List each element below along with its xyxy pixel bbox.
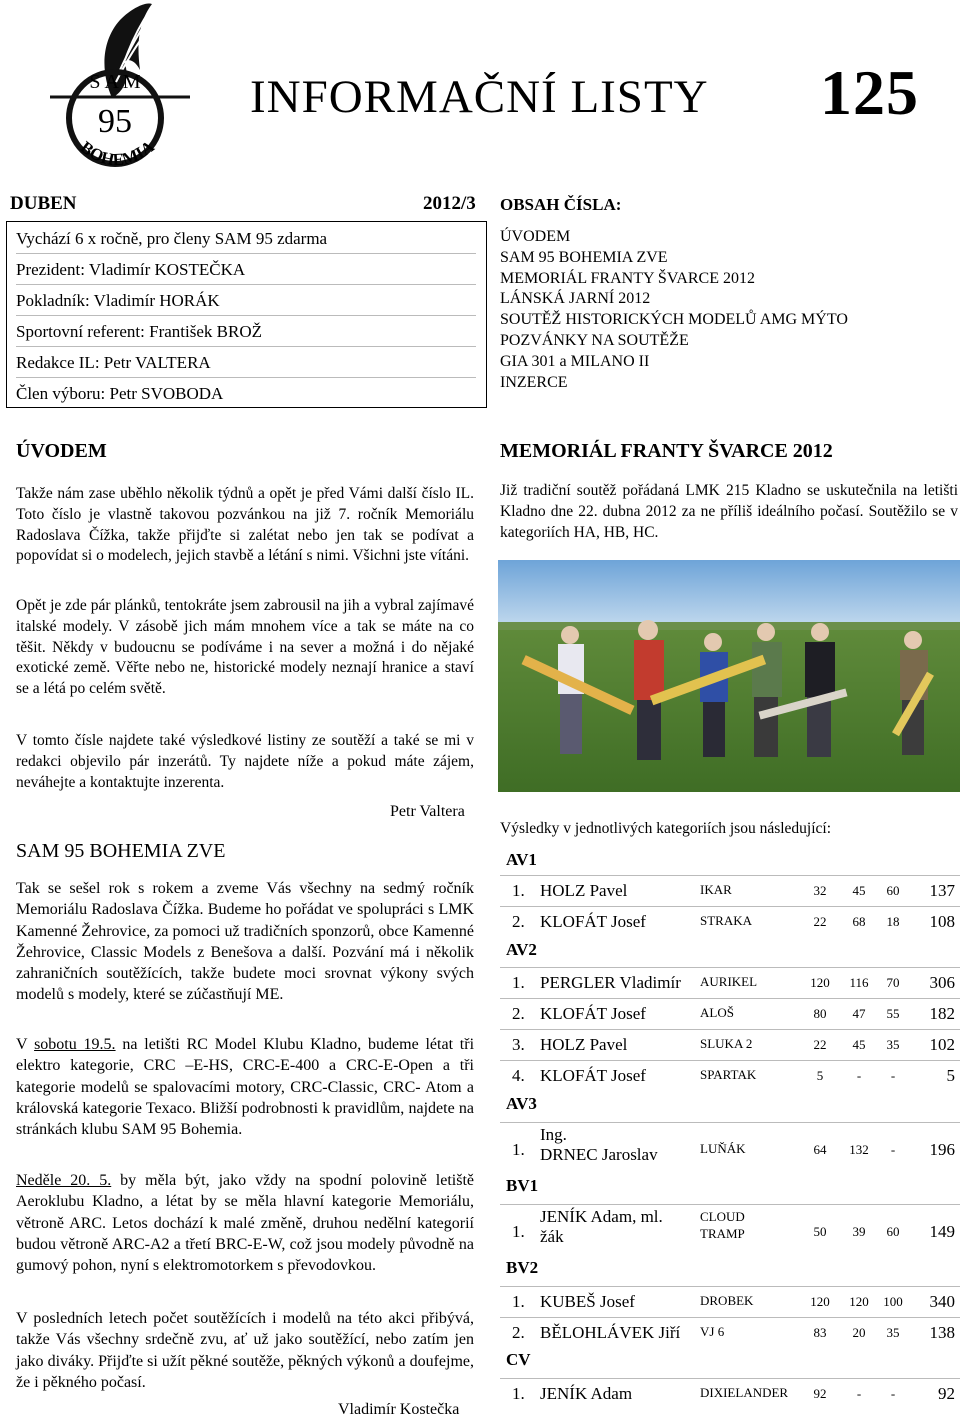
result-model-line2: TRAMP	[700, 1226, 745, 1241]
result-model: DIXIELANDER	[700, 1385, 789, 1400]
results-category: AV1	[506, 850, 537, 869]
result-position: 2.	[512, 1323, 525, 1342]
result-total: 92	[938, 1384, 955, 1403]
zve-paragraph-4: V posledních letech počet soutěžících i modelů na této akci přibývá, takže Vás všechny srdečně zvu, ať už jako soutěžící, nebo zatím jen jako diváky. Přijďte si užít pěkné soutěže, pěkných výkonů a doufejme, že i pěkného počasí.	[16, 1310, 474, 1391]
contents-item: ÚVODEM	[500, 228, 571, 245]
results-row	[500, 906, 960, 936]
results-category: BV1	[506, 1176, 539, 1195]
results-row	[500, 875, 960, 905]
contents-item: INZERCE	[500, 373, 568, 391]
masthead-box	[6, 221, 487, 408]
results-category: CV	[506, 1350, 531, 1369]
results-category: BV2	[506, 1258, 539, 1277]
issue-number: 125	[820, 57, 919, 128]
result-model: AURIKEL	[700, 974, 758, 989]
result-flight-1: 120	[810, 1294, 830, 1309]
sam95-bohemia-logo	[40, 0, 200, 185]
result-position: 2.	[512, 1004, 525, 1023]
result-flight-1: 80	[813, 1006, 827, 1021]
results-category: AV2	[506, 940, 537, 959]
memorial-paragraph: Již tradiční soutěž pořádaná LMK 215 Kladno se uskutečnila na letišti Kladno dne 22. dubna 2012 za ne příliš ideálního počasí. Soutěžilo se v kategoriích HA, HB, HC.	[500, 482, 958, 541]
result-flight-2: 39	[852, 1224, 866, 1239]
contents-item: SOUTĚŽ HISTORICKÝCH MODELŮ AMG MÝTO	[500, 311, 848, 329]
results-row	[500, 1204, 960, 1252]
result-model: CLOUD	[700, 1209, 745, 1224]
results-row	[500, 1286, 960, 1316]
result-name: Ing.	[540, 1125, 567, 1144]
results-row	[500, 967, 960, 997]
contents-item: MEMORIÁL FRANTY ŠVARCE 2012	[500, 269, 755, 287]
result-position: 1.	[512, 881, 525, 900]
result-total: 306	[929, 973, 955, 992]
result-total: 196	[929, 1140, 955, 1159]
zve-heading: SAM 95 BOHEMIA ZVE	[16, 840, 226, 862]
result-flight-3: -	[890, 1068, 896, 1083]
masthead-row: Vychází 6 x ročně, pro členy SAM 95 zdarma	[16, 223, 476, 254]
result-flight-1: 22	[813, 1037, 827, 1052]
result-total: 182	[929, 1004, 955, 1023]
result-name: JENÍK Adam, ml.	[540, 1207, 663, 1226]
result-position: 1.	[512, 1140, 525, 1159]
newsletter-title: INFORMAČNÍ LISTY	[250, 71, 709, 123]
result-flight-2: 47	[852, 1006, 866, 1021]
result-flight-1: 32	[813, 883, 827, 898]
result-flight-3: -	[890, 1142, 896, 1157]
result-total: 149	[929, 1222, 955, 1241]
result-name-line2: DRNEC Jaroslav	[540, 1145, 658, 1164]
result-flight-1: 64	[813, 1142, 827, 1157]
uvodem-heading: ÚVODEM	[16, 440, 107, 462]
result-flight-2: -	[856, 1386, 862, 1401]
result-name: KLOFÁT Josef	[540, 1066, 646, 1085]
result-total: 108	[929, 912, 955, 931]
results-category: AV3	[506, 1094, 537, 1113]
result-model: SPARTAK	[700, 1067, 757, 1082]
result-flight-2: 45	[852, 1037, 866, 1052]
contents-item: GIA 301 a MILANO II	[500, 352, 650, 370]
zve-paragraph-1: Tak se sešel rok s rokem a zveme Vás všechny na sedmý ročník Memoriálu Radoslava Čížka. Budeme ho pořádat ve spolupráci s LMK Kamenné Žehrovice, za pomoci už tradičních sponzorů, obce Kamenné Žehrovice, Classic Models z Benešova a další. Pozvání má i několik zahraničních soutěžících, takže budete moci srovnat výkony svých modelů s modely, které se zúčastňují ME.	[16, 880, 474, 1004]
result-flight-3: 100	[883, 1294, 903, 1309]
result-flight-3: 70	[886, 975, 900, 990]
results-row	[500, 998, 960, 1028]
competitors-photo	[498, 560, 960, 792]
masthead-row: Člen výboru: Petr SVOBODA	[16, 384, 224, 403]
results-row	[500, 1122, 960, 1170]
uvodem-paragraph-2: Opět je zde pár plánků, tentokráte jsem zabrousil na jih a vybral zajímavé italské modely. V zásobě jich mám mnohem více a tak se máte na co těšit. Někdy v budoucnu se podíváme i na sever a možná i do nějaké exotické země. Věřte nebo ne, historické modely neznají hranice a staví se a létá po celém světě.	[16, 597, 474, 698]
result-name: KUBEŠ Josef	[540, 1292, 635, 1311]
result-flight-1: 5	[816, 1068, 824, 1083]
result-name: KLOFÁT Josef	[540, 1004, 646, 1023]
result-model: ALOŠ	[700, 1005, 734, 1020]
contents-heading: OBSAH ČÍSLA:	[500, 195, 622, 214]
result-name-line2: žák	[540, 1227, 564, 1246]
result-flight-1: 83	[813, 1325, 827, 1340]
result-name: HOLZ Pavel	[540, 881, 628, 900]
logo-bohemia-text: BOHEMIA	[76, 136, 158, 170]
result-total: 137	[929, 881, 955, 900]
result-model: VJ 6	[700, 1324, 725, 1339]
result-flight-2: 116	[849, 975, 869, 990]
result-flight-1: 120	[810, 975, 830, 990]
result-flight-3: 35	[886, 1325, 900, 1340]
results-row	[500, 1029, 960, 1059]
issue-year: 2012/3	[423, 193, 476, 214]
result-position: 2.	[512, 912, 525, 931]
result-flight-3: 55	[886, 1006, 900, 1021]
masthead-row: Pokladník: Vladimír HORÁK	[16, 285, 476, 316]
result-flight-3: 18	[886, 914, 900, 929]
logo-sam-text: S A M	[89, 71, 141, 93]
result-position: 1.	[512, 1384, 525, 1403]
result-model: DROBEK	[700, 1293, 754, 1308]
result-flight-2: 45	[852, 883, 866, 898]
masthead-row: Redakce IL: Petr VALTERA	[16, 347, 476, 378]
contents-list	[500, 227, 848, 393]
zve-paragraph-3: Neděle 20. 5. by měla být, jako vždy na spodní polovině letiště Aeroklubu Kladno, a létat by se měla hlavní kategorie Memoriálu, větroně ARC. Letos dochází k malé změně, druhou nedělní kategorií budou větroně ARC-A2 a třetí BRC-E-W, což jsou modely původně na gumový pohon, nyní s elektromotorkem s převodovkou.	[16, 1172, 474, 1275]
result-flight-1: 22	[813, 914, 827, 929]
result-position: 4.	[512, 1066, 525, 1085]
result-total: 5	[946, 1066, 955, 1085]
result-flight-2: 132	[849, 1142, 869, 1157]
result-flight-3: 60	[886, 1224, 900, 1239]
result-position: 1.	[512, 973, 525, 992]
result-name: HOLZ Pavel	[540, 1035, 628, 1054]
result-flight-3: -	[890, 1386, 896, 1401]
memorial-heading: MEMORIÁL FRANTY ŠVARCE 2012	[500, 440, 833, 462]
uvodem-paragraph-1: Takže nám zase uběhlo několik týdnů a opět je před Vámi další číslo IL. Toto číslo je vlastně takovou pozvánkou na již 7. ročník Memoriálu Radoslava Čížka, takže přijďte si zalétat nebo jen tak se podívat a popovídat si o modelech, jejich stavbě a létání s nimi. Všichni jste vítáni.	[16, 485, 474, 565]
result-flight-3: 35	[886, 1037, 900, 1052]
logo-number: 95	[98, 103, 132, 140]
uvodem-signature: Petr Valtera	[390, 803, 465, 820]
zve-signature: Vladimír Kostečka	[338, 1401, 460, 1418]
contents-item: SAM 95 BOHEMIA ZVE	[500, 248, 668, 266]
issue-month: DUBEN	[10, 193, 77, 214]
result-total: 340	[929, 1292, 955, 1311]
result-total: 138	[929, 1323, 955, 1342]
result-name: PERGLER Vladimír	[540, 973, 681, 992]
results-intro: Výsledky v jednotlivých kategoriích jsou následující:	[500, 820, 832, 837]
result-name: BĚLOHLÁVEK Jiří	[540, 1323, 681, 1342]
result-model: STRAKA	[700, 913, 753, 928]
result-flight-2: -	[856, 1068, 862, 1083]
result-flight-1: 92	[813, 1386, 827, 1401]
result-flight-2: 120	[849, 1294, 869, 1309]
result-flight-2: 68	[852, 914, 866, 929]
result-total: 102	[929, 1035, 955, 1054]
result-name: KLOFÁT Josef	[540, 912, 646, 931]
result-model: IKAR	[700, 882, 732, 897]
result-model: LUŇÁK	[700, 1141, 746, 1156]
result-flight-1: 50	[813, 1224, 827, 1239]
result-model: SLUKA 2	[700, 1036, 753, 1051]
zve-paragraph-2: V sobotu 19.5. na letišti RC Model Klubu Kladno, budeme létat tři elektro kategorie, CRC –E-HS, CRC-E-400 a CRC-E-Open a tři kategorie modelů se spalovacími motory, CRC-Classic, CRC- Atom a královská kategorie Texaco. Bližší podrobnosti k pravidlům, najdete na stránkách klubu SAM 95 Bohemia.	[16, 1036, 475, 1139]
result-position: 1.	[512, 1292, 525, 1311]
result-position: 1.	[512, 1222, 525, 1241]
masthead-row: Prezident: Vladimír KOSTEČKA	[16, 254, 476, 285]
uvodem-paragraph-3: V tomto čísle najdete také výsledkové listiny ze soutěží a také se mi v redakci objevilo pár inzerátů. Ty najdete níže a pokud máte zájem, neváhejte a kontaktujte inzerenta.	[16, 732, 474, 791]
results-row	[500, 1317, 960, 1347]
result-position: 3.	[512, 1035, 525, 1054]
result-flight-2: 20	[852, 1325, 866, 1340]
masthead-row: Sportovní referent: František BROŽ	[16, 316, 476, 347]
contents-item: POZVÁNKY NA SOUTĚŽE	[500, 331, 689, 349]
contents-item: LÁNSKÁ JARNÍ 2012	[500, 290, 651, 308]
result-name: JENÍK Adam	[540, 1384, 633, 1403]
results-row	[500, 1060, 960, 1090]
results-row	[500, 1378, 960, 1408]
result-flight-3: 60	[886, 883, 900, 898]
